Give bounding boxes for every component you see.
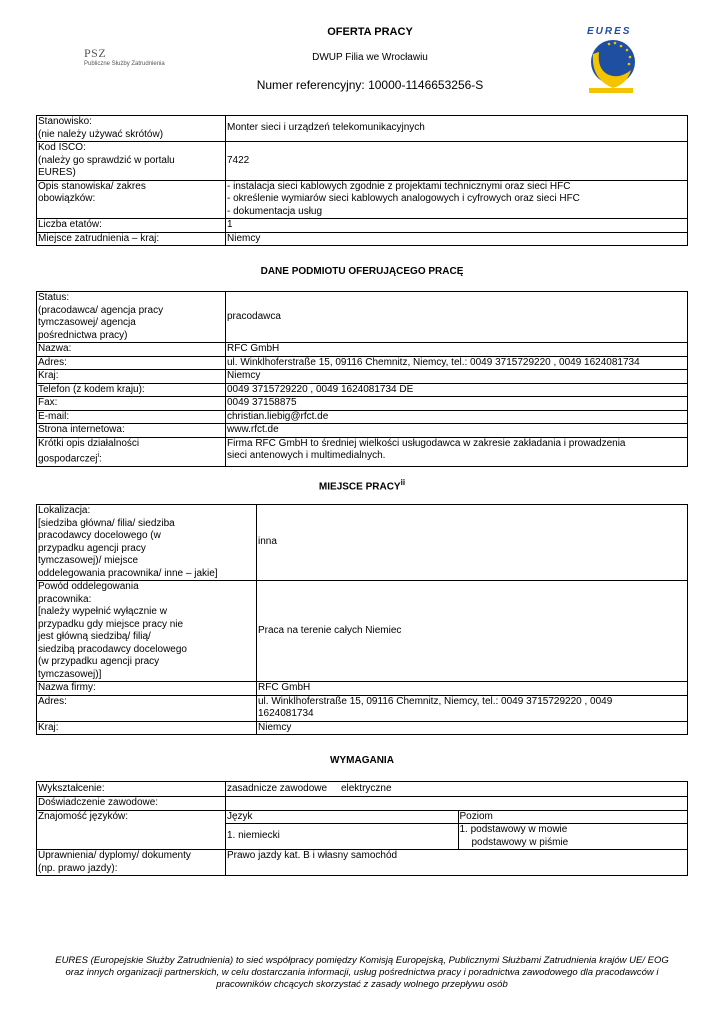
fax-label: Fax: <box>37 397 226 411</box>
employer-country-value: Niemcy <box>226 370 688 384</box>
table-row <box>226 811 687 824</box>
phone-value: 0049 3715729220 , 0049 1624081734 DE <box>226 383 688 397</box>
employer-address-label: Adres: <box>37 356 226 370</box>
permits-label: Uprawnienia/ dyplomy/ dokumenty (np. prawo jazdy): <box>37 850 226 876</box>
experience-label: Doświadczenie zawodowe: <box>37 797 226 811</box>
office-name: DWUP Filia we Wrocławiu <box>312 52 428 63</box>
table-row <box>37 695 688 721</box>
employer-section-heading: DANE PODMIOTU OFERUJĄCEGO PRACĘ <box>260 266 464 277</box>
eures-logo-wordmark: EURES <box>587 26 632 37</box>
table-row <box>37 292 688 343</box>
education-label: Wykształcenie: <box>37 782 226 797</box>
languages-cell <box>226 810 688 850</box>
language-column-header: Język <box>226 811 458 824</box>
document-title: OFERTA PRACY <box>327 26 413 38</box>
job-table <box>36 115 688 246</box>
employer-country-label: Kraj: <box>37 370 226 384</box>
table-row <box>37 343 688 357</box>
isco-value: 7422 <box>226 142 688 181</box>
eures-logo-icon <box>583 24 639 94</box>
position-label: Stanowisko: (nie należy używać skrótów) <box>37 116 226 142</box>
workplace-country-value: Niemcy <box>257 721 688 735</box>
table-row <box>37 782 688 797</box>
table-row <box>37 581 688 682</box>
website-label: Strona internetowa: <box>37 424 226 438</box>
activity-value: Firma RFC GmbH to średniej wielkości usługodawca w zakresie zakładania i prowadzenia sieci antenowych i multimedialnych. <box>226 437 688 466</box>
delegation-reason-label: Powód oddelegowania pracownika: [należy wypełnić wyłącznie w przypadku gdy miejsce pracy nie jest główną siedzibą/ filią/ siedzibą pracodawcy docelowego (w przypadku agencji pracy tymczasowej)] <box>37 581 257 682</box>
posts-value: 1 <box>226 219 688 233</box>
footer-note: EURES (Europejskie Służby Zatrudnienia) to sieć współpracy pomiędzy Komisją Europejską, Publicznymi Służbami Zatrudnienia krajów UE/ EOG oraz innych organizacji partnerskich, w celu dostarczania informacji, usług pośrednictwa pracy i poradnictwa zawodowego dla pracodawców i pracowników chcących skorzystać z zasady wolnego przepływu osób <box>55 955 669 990</box>
table-row <box>37 410 688 424</box>
workplace-table <box>36 504 688 735</box>
email-label: E-mail: <box>37 410 226 424</box>
posts-label: Liczba etatów: <box>37 219 226 233</box>
isco-label: Kod ISCO: (należy go sprawdzić w portalu EURES) <box>37 142 226 181</box>
table-row <box>37 850 688 876</box>
location-value: inna <box>257 505 688 581</box>
reference-number: Numer referencyjny: 10000-1146653256-S <box>256 78 484 92</box>
phone-label: Telefon (z kodem kraju): <box>37 383 226 397</box>
fax-value: 0049 37158875 <box>226 397 688 411</box>
education-value: zasadnicze zawodowe elektryczne <box>226 782 688 797</box>
table-row <box>37 219 688 233</box>
status-label: Status: (pracodawca/ agencja pracy tymczasowej/ agencja pośrednictwa pracy) <box>37 292 226 343</box>
table-row <box>37 397 688 411</box>
location-label: Lokalizacja: [siedziba główna/ filia/ siedziba pracodawcy docelowego (w przypadku agencji pracy tymczasowej)/ miejsce oddelegowania pracownika/ inne – jakie] <box>37 505 257 581</box>
website-value[interactable]: www.rfct.de <box>226 424 688 438</box>
permits-value: Prawo jazdy kat. B i własny samochód <box>226 850 688 876</box>
table-row <box>37 370 688 384</box>
table-row <box>37 810 688 850</box>
workplace-section-heading: MIEJSCE PRACY$^{ii}$ <box>318 478 406 493</box>
description-value: - instalacja sieci kablowych zgodnie z projektami technicznymi oraz sieci HFC - określenie wymiarów sieci kablowych analogowych i cyfrowych oraz sieci HFC - dokumentacja usług <box>226 180 688 219</box>
status-value: pracodawca <box>226 292 688 343</box>
footnote-marker: i <box>97 452 100 459</box>
psz-logo-subtitle: Publiczne Służby Zatrudnienia <box>84 61 165 67</box>
table-row <box>37 682 688 696</box>
description-label: Opis stanowiska/ zakres obowiązków: <box>37 180 226 219</box>
table-row <box>37 180 688 219</box>
table-row <box>37 232 688 246</box>
requirements-table <box>36 781 688 876</box>
email-value[interactable]: christian.liebig@rfct.de <box>226 410 688 424</box>
table-row <box>37 142 688 181</box>
psz-logo-text: PSZ <box>84 46 107 60</box>
company-name-value: RFC GmbH <box>257 682 688 696</box>
company-name-label: Nazwa firmy: <box>37 682 257 696</box>
employer-address-value: ul. Winklhoferstraße 15, 09116 Chemnitz, Niemcy, tel.: 0049 3715729220 , 0049 1624081734 <box>226 356 688 370</box>
workplace-country-label: Kraj: <box>37 721 257 735</box>
table-row <box>37 383 688 397</box>
workplace-address-value: ul. Winklhoferstraße 15, 09116 Chemnitz, Niemcy, tel.: 0049 3715729220 , 0049 1624081734 <box>257 695 688 721</box>
experience-value <box>226 797 688 811</box>
employer-name-label: Nazwa: <box>37 343 226 357</box>
footnote-marker: ii <box>400 478 406 487</box>
requirements-section-heading: WYMAGANIA <box>330 755 394 766</box>
delegation-reason-value: Praca na terenie całych Niemiec <box>257 581 688 682</box>
employer-name-value: RFC GmbH <box>226 343 688 357</box>
psz-logo <box>84 46 194 70</box>
languages-label: Znajomość języków: <box>37 810 226 850</box>
language-level: 1. podstawowy w mowie podstawowy w piśmie <box>458 824 687 850</box>
activity-label: Krótki opis działalności gospodarczej$^i$: <box>37 437 226 466</box>
table-row <box>37 505 688 581</box>
eures-logo <box>583 24 639 94</box>
employer-table <box>36 291 688 467</box>
position-value: Monter sieci i urządzeń telekomunikacyjnych <box>226 116 688 142</box>
language-name: 1. niemiecki <box>226 824 458 850</box>
table-row <box>37 116 688 142</box>
work-country-value: Niemcy <box>226 232 688 246</box>
table-row <box>37 437 688 466</box>
table-row <box>226 824 687 850</box>
languages-table <box>226 811 687 850</box>
table-row <box>37 721 688 735</box>
table-row <box>37 356 688 370</box>
workplace-address-label: Adres: <box>37 695 257 721</box>
table-row <box>37 424 688 438</box>
level-column-header: Poziom <box>458 811 687 824</box>
work-country-label: Miejsce zatrudnienia – kraj: <box>37 232 226 246</box>
table-row <box>37 797 688 811</box>
